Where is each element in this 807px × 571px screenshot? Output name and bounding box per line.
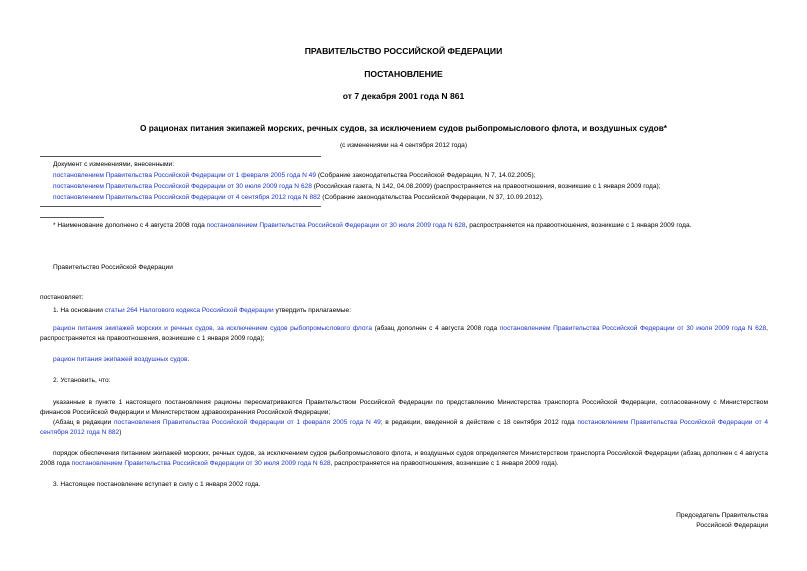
paragraph-2a-note: (Абзац в редакции постановления Правительства Российской Федерации от 1 февраля 2005 года N 49; в редакции, введенной в действие с 18 сентября 2012 года постановлением Правительства Российской Федерации от 4 сентября 2012 года N 882)	[40, 419, 768, 436]
p2a-note-link-1[interactable]: постановления Правительства Российской Федерации от 1 февраля 2005 года N 49	[113, 419, 381, 426]
p2a-note-link-2[interactable]: постановлением Правительства Российской Федерации от 4 сентября 2012 года N 882	[40, 419, 768, 436]
ration-sea-note-link[interactable]: постановлением Правительства Российской Федерации от 30 июля 2009 года N 628	[499, 325, 767, 332]
paragraph-2a: указанные в пункте 1 настоящего постановления рационы пересматриваются Правительством Российской Федерации по представлению Министерства транспорта Российской Федерации, согласованному с Министерством финансов Российской Федерации и Министерством здравоохранения Российской Федерации;	[40, 399, 768, 416]
amendment-link-2[interactable]: постановлением Правительства Российской Федерации от 30 июля 2009 года N 628	[53, 183, 312, 190]
paragraph-2: 2. Установить, что:	[53, 377, 111, 384]
document-type: ПОСТАНОВЛЕНИЕ	[364, 69, 443, 79]
ration-air-item: рацион питания экипажей воздушных судов.	[53, 356, 190, 363]
revision-note: (с изменениями на 4 сентября 2012 года)	[339, 142, 468, 149]
government-line: Правительство Российской Федерации	[53, 264, 173, 271]
tax-code-link[interactable]: статьи 264 Налогового кодекса Российской Федерации	[104, 307, 274, 314]
paragraph-1: 1. На основании статьи 264 Налогового кодекса Российской Федерации утвердить прилагаемые:	[53, 307, 352, 314]
document-title: О рационах питания экипажей морских, речных судов, за исключением судов рыбопромыслового флота, и воздушных судов*	[139, 123, 668, 133]
amendment-link-1[interactable]: постановлением Правительства Российской Федерации от 1 февраля 2005 года N 49	[53, 172, 317, 179]
government-heading: ПРАВИТЕЛЬСТВО РОССИЙСКОЙ ФЕДЕРАЦИИ	[304, 46, 503, 56]
document-date-number: от 7 декабря 2001 года N 861	[342, 91, 465, 101]
amendments-intro: Документ с изменениями, внесенными:	[53, 161, 175, 168]
amendment-item: постановлением Правительства Российской Федерации от 4 сентября 2012 года N 882 (Собрание законодательства Российской Федерации, N 37, 10.09.2012).	[53, 194, 544, 201]
footnote-link[interactable]: постановлением Правительства Российской Федерации от 30 июля 2009 года N 628	[206, 222, 466, 229]
ration-sea-link[interactable]: рацион питания экипажей морских и речных судов, за исключением судов рыбопромыслового флота	[53, 325, 372, 332]
ration-sea-item: рацион питания экипажей морских и речных судов, за исключением судов рыбопромыслового флота (абзац дополнен с 4 августа 2008 года постановлением Правительства Российской Федерации от 30 июля 2009 года N 628, распространяется на правоотношения, возникшие с 1 января 2009 года);	[40, 325, 768, 342]
signature-org: Российской Федерации	[696, 522, 768, 529]
amendments-top-rule	[40, 156, 321, 157]
amendment-link-3[interactable]: постановлением Правительства Российской Федерации от 4 сентября 2012 года N 882	[53, 194, 321, 201]
amendment-item: постановлением Правительства Российской Федерации от 30 июля 2009 года N 628 (Российская газета, N 142, 04.08.2009) (распространяется на правоотношения, возникшие с 1 января 2009 года);	[53, 183, 661, 190]
paragraph-2b: порядок обеспечения питанием экипажей морских, речных судов, за исключением судов рыбопромыслового флота, и воздушных судов определяется Министерством транспорта Российской Федерации (абзац дополнен с 4 августа 2008 года постановлением Правительства Российской Федерации от 30 июля 2009 года N 628, распространяется на правоотношения, возникшие с 1 января 2009 года).	[40, 450, 768, 467]
resolves-line: постановляет:	[40, 294, 84, 301]
signature-title: Председатель Правительства	[676, 512, 768, 519]
footnote-rule	[40, 217, 104, 218]
amendment-item: постановлением Правительства Российской Федерации от 1 февраля 2005 года N 49 (Собрание законодательства Российской Федерации, N 7, 14.02.2005);	[53, 172, 536, 179]
ration-air-link[interactable]: рацион питания экипажей воздушных судов	[53, 356, 188, 363]
paragraph-3: 3. Настоящее постановление вступает в силу с 1 января 2002 года.	[53, 481, 261, 488]
p2b-link[interactable]: постановлением Правительства Российской Федерации от 30 июля 2009 года N 628	[71, 460, 331, 467]
title-footnote: * Наименование дополнено с 4 августа 2008 года постановлением Правительства Российской Федерации от 30 июля 2009 года N 628, распространяется на правоотношения, возникшие с 1 января 2009 года.	[53, 222, 692, 229]
amendments-bottom-rule	[40, 206, 321, 207]
